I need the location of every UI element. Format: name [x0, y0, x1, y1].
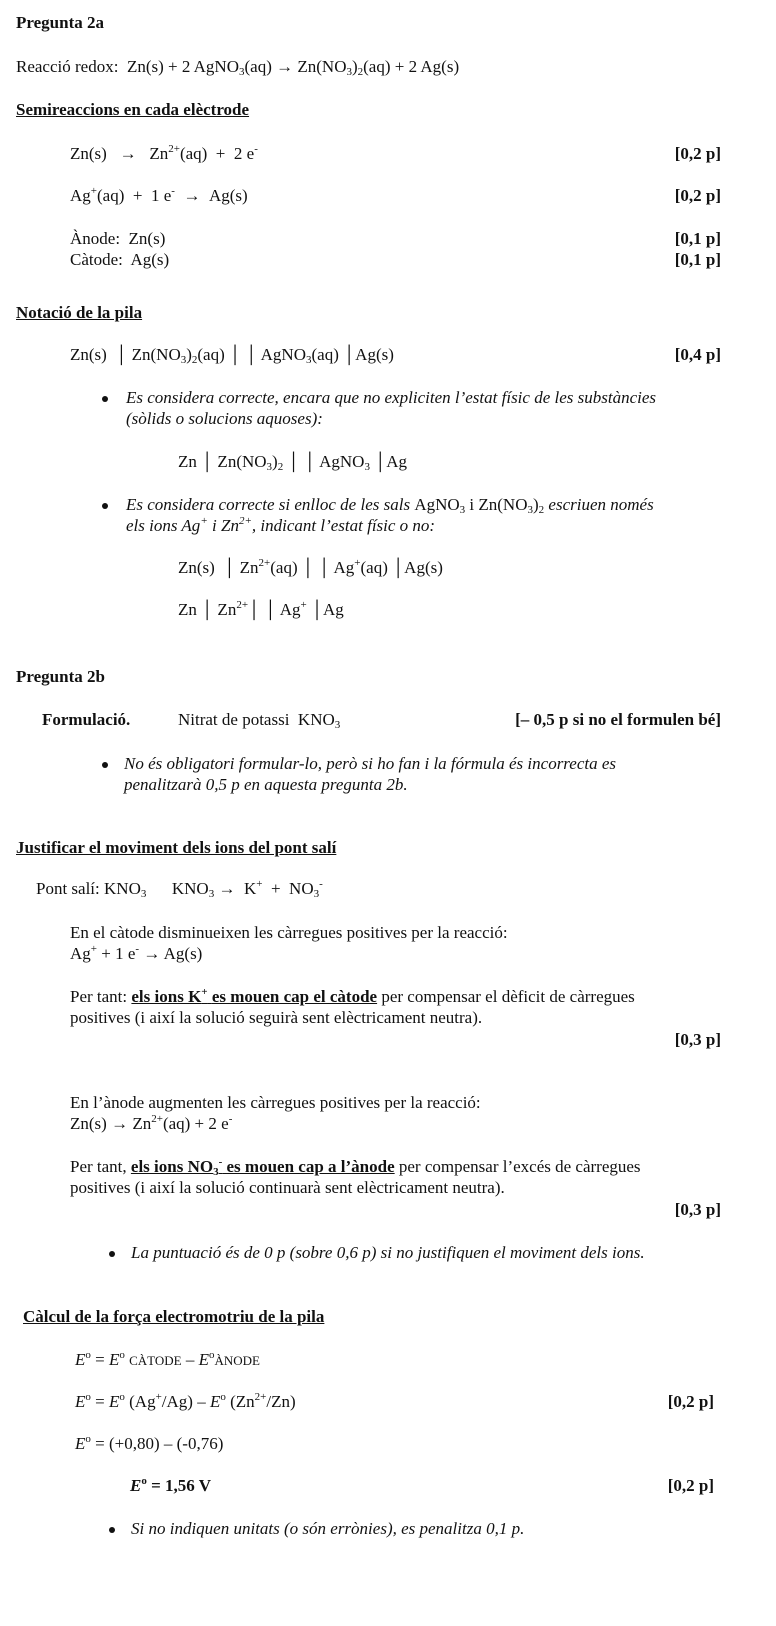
reduction-half-reaction: Ag+(aq) + 1 e- → Ag(s) [70, 185, 248, 205]
points-emf-formula: [0,2 p] [667, 1392, 714, 1411]
notation-ions-state: Zn(s) │ $Zn^{2+}(aq)$ │ │ Ag+(aq) │Ag(s) [178, 557, 443, 577]
cathode-conclusion-line-1: Per tant: els ions K+ es mouen cap el càtode per compensar el dèficit de càrregues [70, 986, 635, 1006]
anode-value: Zn(s) [128, 229, 166, 248]
cathode-intro: En el càtode disminueixen les càrregues positives per la reacció: [70, 923, 508, 942]
note-2-line-1: Es considera correcte si enlloc de les sals AgNO$_3$ i $Zn(NO_3)_2$ escriuen només [126, 495, 654, 516]
formulation-note-line-1: No és obligatori formular-lo, però si ho fan i la fórmula és incorrecta es [124, 754, 617, 773]
formulation-note-line-2: penalitzarà 0,5 p en aquesta pregunta 2b. [124, 775, 408, 794]
cell-notation: Zn(s) │ $Zn(NO_3)_2(aq)$ │ │ AgNO$_3$(aq) │Ag(s) [70, 345, 394, 366]
notation-no-state: Zn │ $Zn(NO_3)_2$ │ │ AgNO$_3$ │Ag [178, 452, 408, 473]
oxidation-half-reaction: $Zn(s) \to Zn^{2+}(aq) + 2$ e- [70, 143, 258, 163]
ions-movement-note: La puntuació és de 0 p (sobre 0,6 p) si no justifiquen el moviment dels ions. [131, 1243, 645, 1262]
anode-intro: En l’ànode augmenten les càrregues positives per la reacció: [70, 1093, 481, 1112]
anode-line [70, 229, 165, 249]
redox-label: Reacció redox: [16, 57, 119, 76]
formulation-penalty: [– 0,5 p si no el formulen bé] [515, 710, 721, 729]
notation-ions: Zn │ $Zn^{2+}│$ │ Ag+ │Ag [178, 599, 344, 619]
formulation-compound: Nitrat de potassi $KNO_3$ [178, 710, 341, 731]
formulation-label: Formulació. [42, 710, 131, 729]
note-1-line-1: Es considera correcte, encara que no expliciten l’estat físic de les substàncies [126, 388, 657, 407]
note-1-line-2: (sòlids o solucions aquoses): [126, 409, 323, 428]
question-2a-title: Pregunta 2a [16, 13, 104, 32]
salt-bridge-line: Pont salí: $KNO_3$ $KNO_3 \to K^+ + NO_3^-$ [36, 878, 323, 900]
points-emf-result: [0,2 p] [667, 1476, 714, 1495]
points-anode: [0,1 p] [674, 229, 721, 248]
bullet-icon [109, 1251, 115, 1257]
points-notation: [0,4 p] [674, 345, 721, 364]
emf-substitution: $E^o = (+0,80) - (-0,76)$ [75, 1433, 224, 1453]
emf-heading: Càlcul de la força electromotriu de la pila [23, 1307, 325, 1326]
bullet-icon [102, 762, 108, 768]
anode-label: Ànode: [70, 229, 121, 248]
units-note: Si no indiquen unitats (o són errònies), es penalitza 0,1 p. [131, 1519, 525, 1538]
cathode-value: Ag(s) [130, 250, 170, 269]
question-2b-title: Pregunta 2b [16, 667, 105, 686]
anode-reaction: $Zn(s) \to Zn^{2+}(aq) + 2$ e- [70, 1113, 233, 1133]
emf-formula: $E^o = E^o$ CÀTODE – $E^oÀNODE$ [75, 1349, 260, 1369]
note-2-line-2: els ions Ag+ i $Zn^{2+}$, indicant l’estat físic o no: [126, 515, 436, 535]
emf-potentials: $E^o = E^o$ $(Ag^+/Ag) - E^o$ $(Zn^{2+}/Zn)$ [75, 1391, 296, 1411]
cathode-line [70, 250, 169, 270]
points-cathode: [0,1 p] [674, 250, 721, 269]
cell-notation-heading: Notació de la pila [16, 303, 143, 322]
bullet-icon [102, 396, 108, 402]
points-cathode-ions: [0,3 p] [674, 1030, 721, 1049]
anode-conclusion-line-2: positives (i així la solució continuarà sent elèctricament neutra). [70, 1178, 505, 1197]
half-reactions-heading: Semireaccions en cada elèctrode [16, 100, 250, 119]
cathode-reaction: Ag+ + 1 e- → Ag(s) [70, 943, 203, 963]
anode-conclusion-line-1: Per tant, els ions $NO_3^-$ es mouen cap a l’ànode per compensar l’excés de càrregues [70, 1156, 641, 1178]
cathode-conclusion-line-2: positives (i així la solució seguirà sent elèctricament neutra). [70, 1008, 483, 1027]
emf-result: $E^o = 1,56$ V [130, 1475, 212, 1495]
salt-bridge-heading: Justificar el moviment dels ions del pont salí [16, 838, 337, 857]
redox-reaction: Reacció redox: Zn(s) + 2 AgNO$_3$(aq) → $Zn(NO_3)_2(aq) + 2$ Ag(s) [16, 57, 460, 78]
points-oxidation: [0,2 p] [674, 144, 721, 163]
points-anode-ions: [0,3 p] [674, 1200, 721, 1219]
points-reduction: [0,2 p] [674, 186, 721, 205]
cathode-label: Càtode: [70, 250, 123, 269]
bullet-icon [102, 503, 108, 509]
bullet-icon [109, 1527, 115, 1533]
